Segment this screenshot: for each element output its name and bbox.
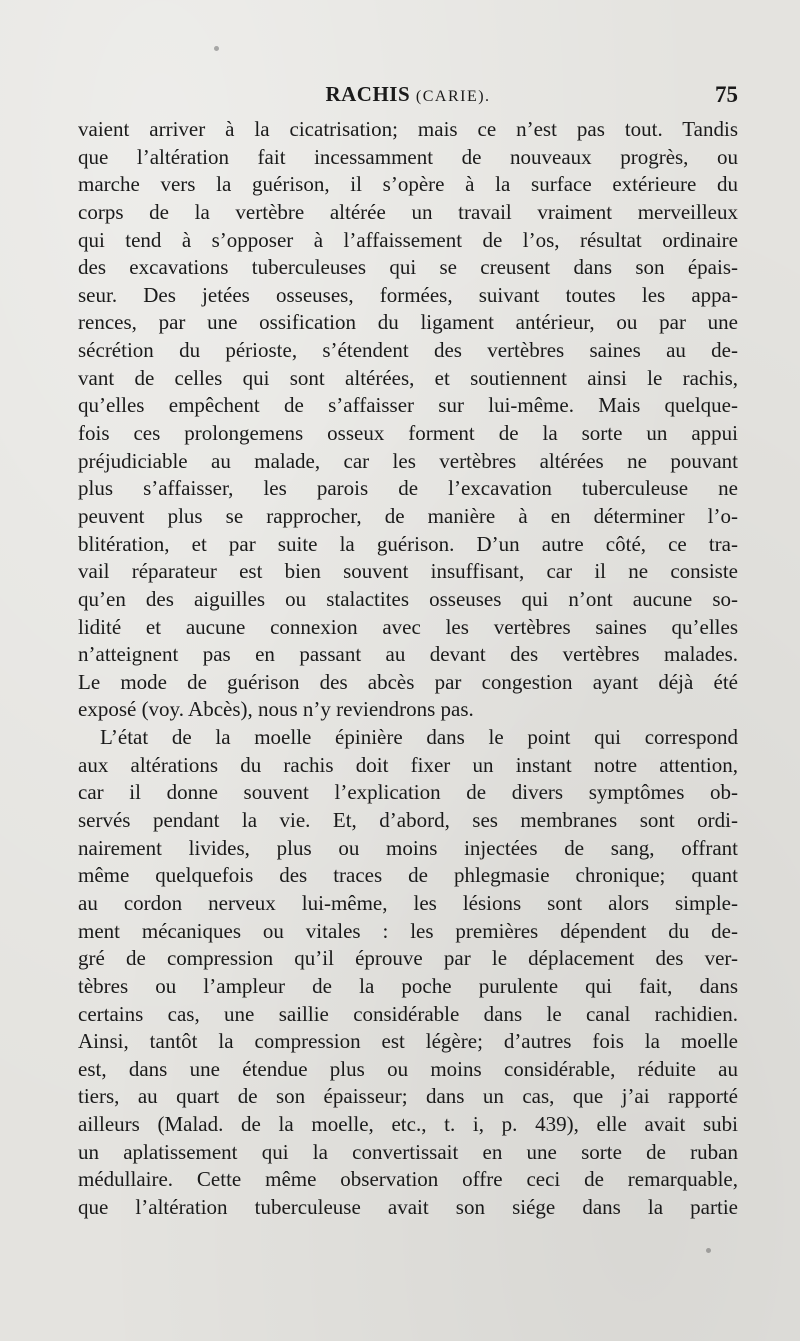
text-line: Le mode de guérison des abcès par congestion ayant déjà été (78, 669, 738, 694)
paper-speck (214, 46, 219, 51)
paper-speck (706, 1248, 711, 1253)
text-line: ailleurs (Malad. de la moelle, etc., t. i, p. 439), elle avait subi (78, 1112, 738, 1137)
text-line: vant de celles qui sont altérées, et soutiennent ainsi le rachis, (78, 365, 738, 390)
text-line: que l’altération fait incessamment de nouveaux progrès, ou (78, 144, 738, 169)
text-line: qu’en des aiguilles ou stalactites osseuses qui n’ont aucune so- (78, 586, 738, 611)
text-line: tèbres ou l’ampleur de la poche purulente qui fait, dans (78, 973, 738, 998)
page-header (78, 82, 738, 112)
text-line: que l’altération tuberculeuse avait son siége dans la partie (78, 1194, 738, 1219)
text-line: qui tend à s’opposer à l’affaissement de l’os, résultat ordinaire (78, 227, 738, 252)
text-line: tiers, au quart de son épaisseur; dans un cas, que j’ai rapporté (78, 1084, 738, 1109)
text-line: corps de la vertèbre altérée un travail vraiment merveilleux (78, 199, 738, 224)
text-line: un aplatissement qui la convertissait en une sorte de ruban (78, 1139, 738, 1164)
text-line: n’atteignent pas en passant au devant des vertèbres malades. (78, 642, 738, 667)
text-line: rences, par une ossification du ligament antérieur, ou par une (78, 310, 738, 335)
text-line: fois ces prolongemens osseux forment de la sorte un appui (78, 421, 738, 446)
text-line: ment mécaniques ou vitales : les premières dépendent du de- (78, 918, 738, 943)
text-line: médullaire. Cette même observation offre ceci de remarquable, (78, 1167, 738, 1192)
page-number: 75 (715, 82, 738, 107)
text-line: lidité et aucune connexion avec les vertèbres saines qu’elles (78, 614, 738, 639)
text-line: préjudiciable au malade, car les vertèbres altérées ne pouvant (78, 448, 738, 473)
text-line: certains cas, une saillie considérable dans le canal rachidien. (78, 1001, 738, 1026)
text-line: aux altérations du rachis doit fixer un instant notre attention, (78, 752, 738, 777)
text-line: seur. Des jetées osseuses, formées, suivant toutes les appa- (78, 282, 738, 307)
text-line: même quelquefois des traces de phlegmasie chronique; quant (78, 863, 738, 888)
body-text (78, 116, 738, 1222)
text-line: vaient arriver à la cicatrisation; mais ce n’est pas tout. Tandis (78, 117, 738, 141)
running-head-sub: (CARIE). (415, 88, 491, 105)
running-head (78, 82, 738, 107)
text-line-paragraph-start: L’état de la moelle épinière dans le point qui correspond (100, 725, 738, 750)
text-line: nairement livides, plus ou moins injectées de sang, offrant (78, 835, 738, 860)
text-line: est, dans une étendue plus ou moins considérable, réduite au (78, 1056, 738, 1081)
text-line: servés pendant la vie. Et, d’abord, ses membranes sont ordi- (78, 808, 738, 833)
text-line: peuvent plus se rapprocher, de manière à en déterminer l’o- (78, 503, 738, 528)
text-line: Ainsi, tantôt la compression est légère; d’autres fois la moelle (78, 1029, 738, 1054)
text-line: qu’elles empêchent de s’affaisser sur lui-même. Mais quelque- (78, 393, 738, 418)
text-line: gré de compression qu’il éprouve par le déplacement des ver- (78, 946, 738, 971)
text-line: marche vers la guérison, il s’opère à la surface extérieure du (78, 172, 738, 197)
text-line-paragraph-end: exposé (voy. Abcès), nous n’y reviendrons pas. (78, 697, 474, 722)
text-line: des excavations tuberculeuses qui se creusent dans son épais- (78, 255, 738, 280)
text-line: sécrétion du périoste, s’étendent des vertèbres saines au de- (78, 338, 738, 363)
running-head-main: RACHIS (325, 82, 411, 106)
text-line: blitération, et par suite la guérison. D’un autre côté, ce tra- (78, 531, 738, 556)
text-line: vail réparateur est bien souvent insuffisant, car il ne consiste (78, 559, 738, 584)
text-line: car il donne souvent l’explication de divers symptômes ob- (78, 780, 738, 805)
text-line: plus s’affaisser, les parois de l’excavation tuberculeuse ne (78, 476, 738, 501)
text-line: au cordon nerveux lui-même, les lésions sont alors simple- (78, 890, 738, 915)
